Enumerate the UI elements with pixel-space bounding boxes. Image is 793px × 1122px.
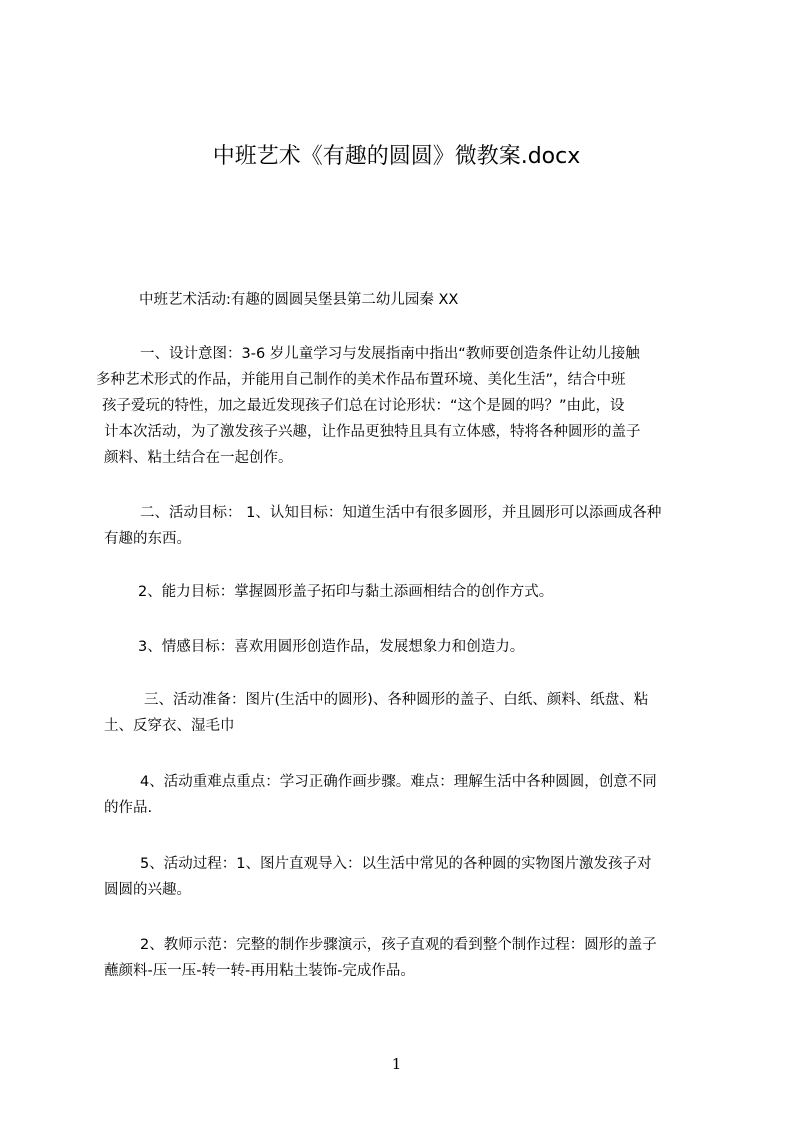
- text-line: 孩子爱玩的特性，加之最近发现孩子们总在讨论形状：“这个是圆的吗？”由此，设: [102, 398, 625, 414]
- text-line: 有趣的东西。: [104, 531, 191, 547]
- text-line: 的作品.: [104, 800, 153, 816]
- text-line: 二、活动目标： 1、认知目标：知道生活中有很多圆形，并且圆形可以添画成各种: [140, 505, 662, 521]
- paragraph-goals: [104, 500, 661, 552]
- text-line: 4、活动重难点重点：学习正确作画步骤。难点：理解生活中各种圆圆，创意不同: [140, 774, 657, 790]
- text-line: 蘸颜料-压一压-转一转-再用粘土装饰-完成作品。: [104, 963, 415, 979]
- text-line: 计本次活动，为了激发孩子兴趣，让作品更独特且具有立体感，特将各种圆形的盖子: [104, 424, 641, 440]
- paragraph-process: [104, 851, 651, 903]
- document-title: 中班艺术《有趣的圆圆》微教案.docx: [212, 144, 581, 169]
- paragraph-teacher-demo: [104, 932, 657, 984]
- paragraph-header-line: [139, 287, 458, 313]
- text-line: 2、能力目标：掌握圆形盖子拓印与黏土添画相结合的创作方式。: [138, 584, 554, 600]
- text-line: 三、活动准备：图片(生活中的圆形)、各种圆形的盖子、白纸、颜料、纸盘、粘: [144, 692, 649, 708]
- page-number: 1: [391, 1055, 402, 1073]
- paragraph-emotion-goal: [138, 634, 524, 660]
- text-line: 5、活动过程：1、图片直观导入：以生活中常见的各种圆的实物图片激发孩子对: [140, 856, 652, 872]
- text-line: 3、情感目标：喜欢用圆形创造作品，发展想象力和创造力。: [138, 639, 525, 655]
- text-line: 土、反穿衣、湿毛巾: [104, 718, 235, 734]
- paragraph-key-points: [104, 769, 657, 821]
- paragraph-preparation: [104, 687, 648, 739]
- text-line: 颜料、粘土结合在一起创作。: [104, 450, 293, 466]
- text-line: 2、教师示范：完整的制作步骤演示，孩子直观的看到整个制作过程：圆形的盖子: [140, 937, 657, 953]
- text-line: 一、设计意图：3-6 岁儿童学习与发展指南中指出“教师要创造条件让幼儿接触: [140, 346, 640, 362]
- paragraph-design-intent: [96, 341, 641, 471]
- paragraph-ability-goal: [138, 579, 553, 605]
- text-line: 圆圆的兴趣。: [104, 882, 191, 898]
- text-line: 多种艺术形式的作品，并能用自己制作的美术作品布置环境、美化生活”，结合中班: [96, 372, 626, 388]
- text-line: 中班艺术活动:有趣的圆圆吴堡县第二幼儿园秦 XX: [139, 292, 459, 308]
